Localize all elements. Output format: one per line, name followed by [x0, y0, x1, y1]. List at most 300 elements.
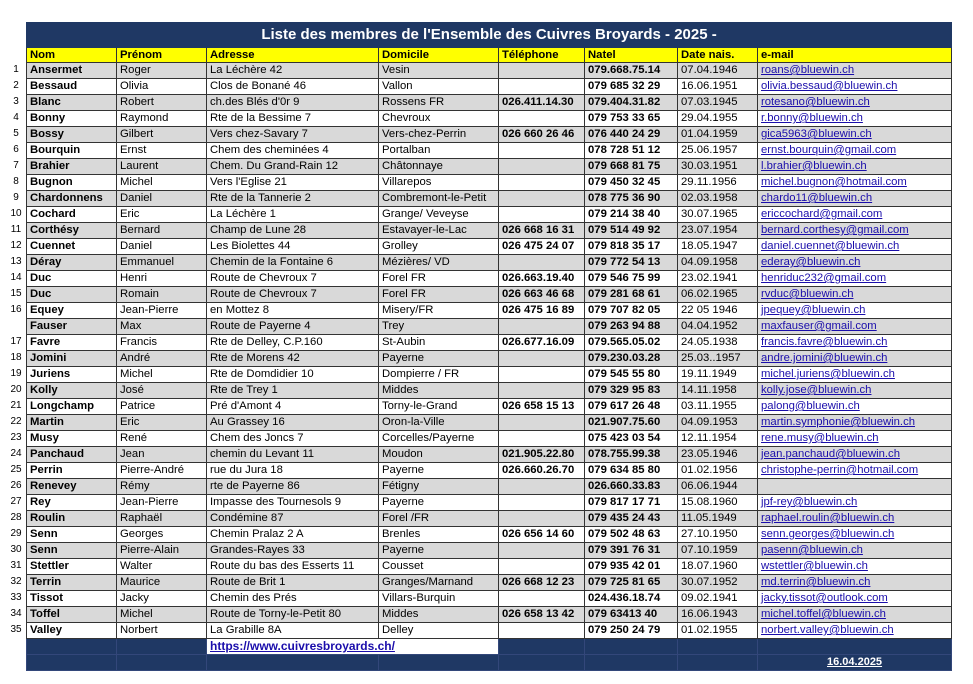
- row-number: 16: [10, 303, 22, 315]
- cell-tel: [499, 559, 585, 575]
- row-number: 25: [10, 463, 22, 475]
- table-row: [27, 479, 952, 495]
- cell-natel: 079 725 81 65: [585, 575, 678, 591]
- cell-adresse: Route du bas des Esserts 11: [207, 559, 379, 575]
- cell-adresse: La Grabille 8A: [207, 623, 379, 639]
- cell-natel: 079 391 76 31: [585, 543, 678, 559]
- table-row: [27, 607, 952, 623]
- cell-nom: Roulin: [27, 511, 117, 527]
- cell-domicile: Payerne: [379, 495, 499, 511]
- email-link[interactable]: martin.symphonie@bluewin.ch: [761, 416, 916, 428]
- table-row: [27, 543, 952, 559]
- cell-natel: 079 818 35 17: [585, 239, 678, 255]
- cell-prenom: Max: [117, 319, 207, 335]
- cell-natel: 079 214 38 40: [585, 207, 678, 223]
- cell-date: 01.02.1955: [678, 623, 758, 639]
- email-link[interactable]: gica5963@bluewin.ch: [761, 128, 872, 140]
- cell-prenom: Jean-Pierre: [117, 495, 207, 511]
- cell-adresse: Impasse des Tournesols 9: [207, 495, 379, 511]
- cell-natel: 079 63413 40: [585, 607, 678, 623]
- email-link[interactable]: christophe-perrin@hotmail.com: [761, 464, 919, 476]
- email-link[interactable]: rvduc@bluewin.ch: [761, 288, 854, 300]
- cell-date: 27.10.1950: [678, 527, 758, 543]
- cell-domicile: Misery/FR: [379, 303, 499, 319]
- email-link[interactable]: jpequey@bluewin.ch: [761, 304, 866, 316]
- table-row: [27, 127, 952, 143]
- cell-tel: [499, 255, 585, 271]
- table-row: [27, 255, 952, 271]
- cell-natel: 079 935 42 01: [585, 559, 678, 575]
- cell-tel: [499, 351, 585, 367]
- cell-prenom: Pierre-Alain: [117, 543, 207, 559]
- cell-domicile: Vallon: [379, 79, 499, 95]
- table-row: [27, 399, 952, 415]
- cell-nom: Ansermet: [27, 63, 117, 79]
- email-link[interactable]: l.brahier@bluewin.ch: [761, 160, 867, 172]
- cell-natel: 079 502 48 63: [585, 527, 678, 543]
- row-number: 34: [10, 607, 22, 619]
- cell-natel: 079 546 75 99: [585, 271, 678, 287]
- cell-prenom: Roger: [117, 63, 207, 79]
- cell-prenom: Daniel: [117, 191, 207, 207]
- cell-domicile: Grolley: [379, 239, 499, 255]
- cell-natel: 079 668 81 75: [585, 159, 678, 175]
- cell-domicile: Payerne: [379, 351, 499, 367]
- row-number: 24: [10, 447, 22, 459]
- table-row: [27, 143, 952, 159]
- email-link[interactable]: roans@bluewin.ch: [761, 64, 855, 76]
- cell-date: 25.03..1957: [678, 351, 758, 367]
- row-number: 14: [10, 271, 22, 283]
- cell-nom: Longchamp: [27, 399, 117, 415]
- cell-tel: [499, 159, 585, 175]
- cell-date: 06.02.1965: [678, 287, 758, 303]
- table-row: [27, 287, 952, 303]
- cell-date: 23.05.1946: [678, 447, 758, 463]
- cell-nom: Duc: [27, 271, 117, 287]
- email-link[interactable]: michel.bugnon@hotmail.com: [761, 176, 907, 188]
- cell-adresse: Rte de la Tannerie 2: [207, 191, 379, 207]
- email-link[interactable]: rene.musy@bluewin.ch: [761, 432, 879, 444]
- cell-prenom: José: [117, 383, 207, 399]
- cell-date: 18.07.1960: [678, 559, 758, 575]
- cell-nom: Terrin: [27, 575, 117, 591]
- cell-tel: [499, 111, 585, 127]
- cell-natel: 078 728 51 12: [585, 143, 678, 159]
- row-number: 12: [10, 239, 22, 251]
- cell-natel: 079 263 94 88: [585, 319, 678, 335]
- row-number: 20: [10, 383, 22, 395]
- cell-nom: Blanc: [27, 95, 117, 111]
- cell-nom: Duc: [27, 287, 117, 303]
- cell-date: 11.05.1949: [678, 511, 758, 527]
- cell-natel: 079.565.05.02: [585, 335, 678, 351]
- row-number: 19: [10, 367, 22, 379]
- cell-domicile: Chevroux: [379, 111, 499, 127]
- cell-adresse: La Léchère 42: [207, 63, 379, 79]
- cell-date: 14.11.1958: [678, 383, 758, 399]
- cell-domicile: Rossens FR: [379, 95, 499, 111]
- website-link[interactable]: https://www.cuivresbroyards.ch/: [207, 639, 499, 655]
- cell-domicile: Corcelles/Payerne: [379, 431, 499, 447]
- cell-date: 07.10.1959: [678, 543, 758, 559]
- cell-domicile: Moudon: [379, 447, 499, 463]
- cell-natel: 079 634 85 80: [585, 463, 678, 479]
- cell-date: 19.11.1949: [678, 367, 758, 383]
- table-row: [27, 159, 952, 175]
- cell-domicile: Mézières/ VD: [379, 255, 499, 271]
- cell-natel: 079 817 17 71: [585, 495, 678, 511]
- cell-prenom: Patrice: [117, 399, 207, 415]
- cell-nom: Toffel: [27, 607, 117, 623]
- cell-nom: Corthésy: [27, 223, 117, 239]
- cell-adresse: Rte de la Bessime 7: [207, 111, 379, 127]
- table-row: [27, 511, 952, 527]
- table-row: [27, 95, 952, 111]
- cell-nom: Renevey: [27, 479, 117, 495]
- column-header-email: e-mail: [758, 48, 952, 63]
- cell-tel: 026 658 15 13: [499, 399, 585, 415]
- table-row: [27, 623, 952, 639]
- cell-nom: Kolly: [27, 383, 117, 399]
- cell-tel: [499, 63, 585, 79]
- cell-adresse: Route de Chevroux 7: [207, 271, 379, 287]
- cell-domicile: Forel /FR: [379, 511, 499, 527]
- cell-tel: [499, 367, 585, 383]
- cell-nom: Rey: [27, 495, 117, 511]
- cell-prenom: Francis: [117, 335, 207, 351]
- email-link[interactable]: palong@bluewin.ch: [761, 400, 860, 412]
- cell-domicile: Châtonnaye: [379, 159, 499, 175]
- cell-date: 23.07.1954: [678, 223, 758, 239]
- email-link[interactable]: francis.favre@bluewin.ch: [761, 336, 888, 348]
- table-row: [27, 63, 952, 79]
- email-link[interactable]: ernst.bourquin@gmail.com: [761, 144, 897, 156]
- row-number: 30: [10, 543, 22, 555]
- cell-domicile: Middes: [379, 607, 499, 623]
- cell-domicile: Oron-la-Ville: [379, 415, 499, 431]
- email-link[interactable]: olivia.bessaud@bluewin.ch: [761, 80, 898, 92]
- cell-nom: Bonny: [27, 111, 117, 127]
- row-number: 9: [13, 191, 19, 203]
- cell-adresse: Vers l'Eglise 21: [207, 175, 379, 191]
- cell-adresse: Chem des cheminées 4: [207, 143, 379, 159]
- cell-domicile: Payerne: [379, 463, 499, 479]
- cell-domicile: Forel FR: [379, 271, 499, 287]
- email-link[interactable]: jacky.tissot@outlook.com: [761, 592, 888, 604]
- email-link[interactable]: maxfauser@gmail.com: [761, 320, 877, 332]
- row-number: 3: [13, 95, 19, 107]
- cell-natel: 078 775 36 90: [585, 191, 678, 207]
- cell-domicile: Torny-le-Grand: [379, 399, 499, 415]
- email-link[interactable]: daniel.cuennet@bluewin.ch: [761, 240, 900, 252]
- cell-prenom: René: [117, 431, 207, 447]
- cell-adresse: Route de Payerne 4: [207, 319, 379, 335]
- email-link[interactable]: michel.toffel@bluewin.ch: [761, 608, 886, 620]
- cell-adresse: Route de Chevroux 7: [207, 287, 379, 303]
- email-link[interactable]: andre.jomini@bluewin.ch: [761, 352, 888, 364]
- cell-domicile: Cousset: [379, 559, 499, 575]
- cell-date: 29.04.1955: [678, 111, 758, 127]
- column-header-telephone: Téléphone: [499, 48, 585, 63]
- cell-natel: 079 772 54 13: [585, 255, 678, 271]
- cell-prenom: Walter: [117, 559, 207, 575]
- cell-prenom: Emmanuel: [117, 255, 207, 271]
- cell-tel: 026 668 16 31: [499, 223, 585, 239]
- cell-prenom: Gilbert: [117, 127, 207, 143]
- cell-adresse: rue du Jura 18: [207, 463, 379, 479]
- cell-domicile: Villarepos: [379, 175, 499, 191]
- cell-domicile: Dompierre / FR: [379, 367, 499, 383]
- email-link[interactable]: md.terrin@bluewin.ch: [761, 576, 871, 588]
- column-header-nom: Nom: [27, 48, 117, 63]
- cell-tel: [499, 79, 585, 95]
- cell-adresse: Rte de Trey 1: [207, 383, 379, 399]
- table-row: [27, 591, 952, 607]
- cell-natel: 079 329 95 83: [585, 383, 678, 399]
- row-number: 21: [10, 399, 22, 411]
- cell-domicile: Middes: [379, 383, 499, 399]
- members-body: [27, 63, 952, 639]
- cell-domicile: Payerne: [379, 543, 499, 559]
- cell-prenom: Pierre-André: [117, 463, 207, 479]
- cell-date: 24.05.1938: [678, 335, 758, 351]
- cell-tel: [499, 623, 585, 639]
- cell-natel: 079 617 26 48: [585, 399, 678, 415]
- email-link[interactable]: kolly.jose@bluewin.ch: [761, 384, 872, 396]
- cell-tel: [499, 383, 585, 399]
- cell-tel: 026 656 14 60: [499, 527, 585, 543]
- column-header-prenom: Prénom: [117, 48, 207, 63]
- cell-tel: 026.411.14.30: [499, 95, 585, 111]
- cell-prenom: Olivia: [117, 79, 207, 95]
- cell-date: 07.04.1946: [678, 63, 758, 79]
- email-link[interactable]: norbert.valley@bluewin.ch: [761, 624, 894, 636]
- cell-natel: 026.660.33.83: [585, 479, 678, 495]
- cell-domicile: Grange/ Veveyse: [379, 207, 499, 223]
- column-header-row: [27, 48, 952, 63]
- table-row: [27, 447, 952, 463]
- cell-adresse: Grandes-Rayes 33: [207, 543, 379, 559]
- cell-nom: Martin: [27, 415, 117, 431]
- table-row: [27, 207, 952, 223]
- cell-adresse: ch.des Blés d'0r 9: [207, 95, 379, 111]
- table-row: [27, 463, 952, 479]
- row-number: 6: [13, 143, 19, 155]
- cell-domicile: Trey: [379, 319, 499, 335]
- cell-date: 01.02.1956: [678, 463, 758, 479]
- cell-nom: Bugnon: [27, 175, 117, 191]
- cell-domicile: Combremont-le-Petit: [379, 191, 499, 207]
- cell-prenom: Rémy: [117, 479, 207, 495]
- cell-tel: 026 658 13 42: [499, 607, 585, 623]
- members-table: [26, 22, 952, 671]
- cell-date: 09.02.1941: [678, 591, 758, 607]
- cell-domicile: Forel FR: [379, 287, 499, 303]
- cell-nom: Chardonnens: [27, 191, 117, 207]
- cell-natel: 079 753 33 65: [585, 111, 678, 127]
- email-link[interactable]: r.bonny@bluewin.ch: [761, 112, 863, 124]
- table-row: [27, 383, 952, 399]
- cell-date: 01.04.1959: [678, 127, 758, 143]
- row-number: 22: [10, 415, 22, 427]
- cell-tel: [499, 143, 585, 159]
- row-number: 7: [13, 159, 19, 171]
- cell-date: 30.07.1952: [678, 575, 758, 591]
- cell-adresse: Chemin des Prés: [207, 591, 379, 607]
- cell-date: 25.06.1957: [678, 143, 758, 159]
- cell-natel: 079.404.31.82: [585, 95, 678, 111]
- cell-date: 04.09.1958: [678, 255, 758, 271]
- cell-domicile: Brenles: [379, 527, 499, 543]
- cell-nom: Equey: [27, 303, 117, 319]
- cell-adresse: Les Biolettes 44: [207, 239, 379, 255]
- cell-nom: Valley: [27, 623, 117, 639]
- cell-tel: 026 668 12 23: [499, 575, 585, 591]
- table-row: [27, 351, 952, 367]
- cell-natel: 079.230.03.28: [585, 351, 678, 367]
- cell-nom: Déray: [27, 255, 117, 271]
- cell-natel: 079 250 24 79: [585, 623, 678, 639]
- cell-adresse: La Léchère 1: [207, 207, 379, 223]
- row-number: 4: [13, 111, 19, 123]
- cell-date: 29.11.1956: [678, 175, 758, 191]
- email-link[interactable]: wstettler@bluewin.ch: [761, 560, 868, 572]
- email-link[interactable]: jean.panchaud@bluewin.ch: [761, 448, 900, 460]
- table-row: [27, 367, 952, 383]
- cell-prenom: Robert: [117, 95, 207, 111]
- cell-nom: Stettler: [27, 559, 117, 575]
- cell-nom: Bossy: [27, 127, 117, 143]
- cell-domicile: Villars-Burquin: [379, 591, 499, 607]
- cell-prenom: Ernst: [117, 143, 207, 159]
- column-header-natel: Natel: [585, 48, 678, 63]
- email-link[interactable]: henriduc232@gmail.com: [761, 272, 887, 284]
- table-row: [27, 271, 952, 287]
- cell-tel: [499, 191, 585, 207]
- cell-adresse: Rte de Morens 42: [207, 351, 379, 367]
- cell-prenom: André: [117, 351, 207, 367]
- cell-adresse: Chemin de la Fontaine 6: [207, 255, 379, 271]
- cell-natel: 079 707 82 05: [585, 303, 678, 319]
- footer-date: 16.04.2025: [758, 655, 952, 671]
- cell-prenom: Georges: [117, 527, 207, 543]
- row-number: 10: [10, 207, 22, 219]
- cell-nom: Jomini: [27, 351, 117, 367]
- email-link[interactable]: rotesano@bluewin.ch: [761, 96, 870, 108]
- cell-natel: 079 514 49 92: [585, 223, 678, 239]
- row-number: 29: [10, 527, 22, 539]
- cell-adresse: Route de Brit 1: [207, 575, 379, 591]
- cell-adresse: Chem. Du Grand-Rain 12: [207, 159, 379, 175]
- cell-prenom: Eric: [117, 207, 207, 223]
- row-number: 18: [10, 351, 22, 363]
- cell-adresse: Pré d'Amont 4: [207, 399, 379, 415]
- table-row: [27, 527, 952, 543]
- cell-date: 30.03.1951: [678, 159, 758, 175]
- cell-adresse: en Mottez 8: [207, 303, 379, 319]
- cell-adresse: Route de Torny-le-Petit 80: [207, 607, 379, 623]
- cell-natel: 079 281 68 61: [585, 287, 678, 303]
- row-number: 2: [13, 79, 19, 91]
- email-link[interactable]: jpf-rey@bluewin.ch: [761, 496, 858, 508]
- cell-domicile: Delley: [379, 623, 499, 639]
- cell-natel: 076 440 24 29: [585, 127, 678, 143]
- cell-date: 22 05 1946: [678, 303, 758, 319]
- row-number: 13: [10, 255, 22, 267]
- email-link[interactable]: raphael.roulin@bluewin.ch: [761, 512, 895, 524]
- cell-tel: 026.663.19.40: [499, 271, 585, 287]
- table-row: [27, 335, 952, 351]
- table-row: [27, 191, 952, 207]
- cell-date: 04.04.1952: [678, 319, 758, 335]
- row-number: 26: [10, 479, 22, 491]
- cell-natel: 078.755.99.38: [585, 447, 678, 463]
- row-number: 32: [10, 575, 22, 587]
- cell-tel: 026 663 46 68: [499, 287, 585, 303]
- cell-nom: Brahier: [27, 159, 117, 175]
- email-link[interactable]: chardo11@bluewin.ch: [761, 192, 873, 204]
- email-link[interactable]: michel.juriens@bluewin.ch: [761, 368, 895, 380]
- cell-adresse: chemin du Levant 11: [207, 447, 379, 463]
- cell-date: 04.09.1953: [678, 415, 758, 431]
- table-row: [27, 575, 952, 591]
- cell-prenom: Bernard: [117, 223, 207, 239]
- table-row: [27, 79, 952, 95]
- cell-domicile: Vers-chez-Perrin: [379, 127, 499, 143]
- row-number: 1: [13, 63, 19, 75]
- cell-tel: [499, 415, 585, 431]
- column-header-domicile: Domicile: [379, 48, 499, 63]
- cell-prenom: Romain: [117, 287, 207, 303]
- cell-tel: [499, 543, 585, 559]
- cell-domicile: Fétigny: [379, 479, 499, 495]
- cell-tel: 026 660 26 46: [499, 127, 585, 143]
- cell-adresse: Clos de Bonané 46: [207, 79, 379, 95]
- row-number: 11: [10, 223, 22, 235]
- cell-tel: 026.677.16.09: [499, 335, 585, 351]
- email-link[interactable]: pasenn@bluewin.ch: [761, 544, 863, 556]
- cell-date: 30.07.1965: [678, 207, 758, 223]
- email-link[interactable]: senn.georges@bluewin.ch: [761, 528, 895, 540]
- cell-tel: [499, 431, 585, 447]
- row-number: 27: [10, 495, 22, 507]
- sheet-title: Liste des membres de l'Ensemble des Cuivres Broyards - 2025 -: [27, 23, 952, 48]
- table-row: [27, 223, 952, 239]
- cell-nom: Perrin: [27, 463, 117, 479]
- cell-tel: 021.905.22.80: [499, 447, 585, 463]
- email-link[interactable]: bernard.corthesy@gmail.com: [761, 224, 909, 236]
- email-link[interactable]: ederay@bluewin.ch: [761, 256, 861, 268]
- table-row: [27, 495, 952, 511]
- cell-nom: Senn: [27, 543, 117, 559]
- cell-prenom: Jean-Pierre: [117, 303, 207, 319]
- cell-nom: Panchaud: [27, 447, 117, 463]
- cell-nom: Juriens: [27, 367, 117, 383]
- cell-natel: 075 423 03 54: [585, 431, 678, 447]
- cell-domicile: Estavayer-le-Lac: [379, 223, 499, 239]
- cell-date: 15.08.1960: [678, 495, 758, 511]
- row-number: 23: [10, 431, 22, 443]
- cell-adresse: Rte de Delley, C.P.160: [207, 335, 379, 351]
- cell-prenom: Jacky: [117, 591, 207, 607]
- email-link[interactable]: ericcochard@gmail.com: [761, 208, 883, 220]
- cell-date: 23.02.1941: [678, 271, 758, 287]
- table-row: [27, 431, 952, 447]
- cell-prenom: Norbert: [117, 623, 207, 639]
- cell-natel: 021.907.75.60: [585, 415, 678, 431]
- row-number: 31: [10, 559, 22, 571]
